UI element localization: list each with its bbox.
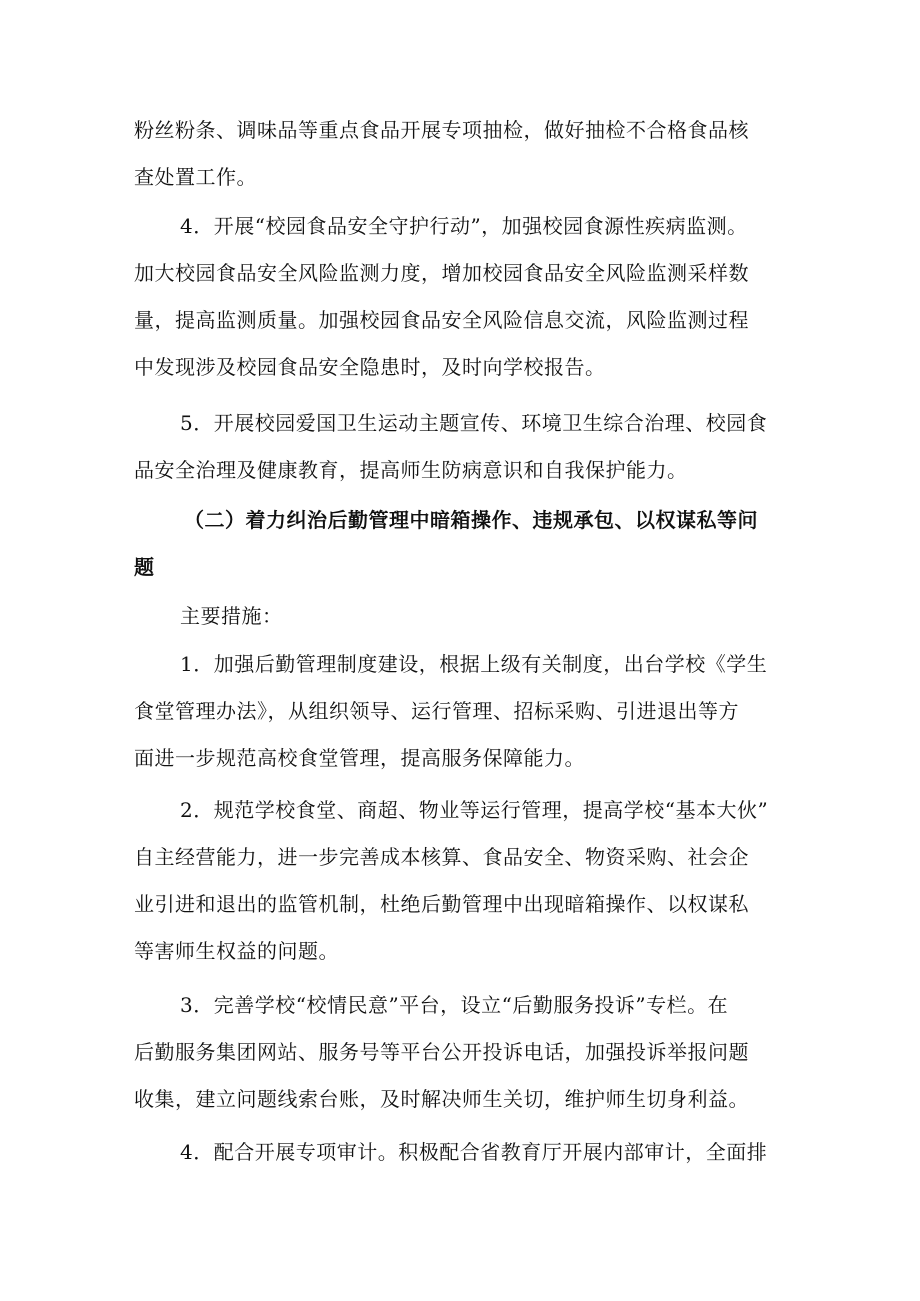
text-line: 业引进和退出的监管机制，杜绝后勤管理中出现暗箱操作、以权谋私 bbox=[134, 892, 749, 916]
text-line: 5．开展校园爱国卫生运动主题宣传、环境卫生综合治理、校园食 bbox=[180, 411, 768, 435]
text-line: 面进一步规范高校食堂管理，提高服务保障能力。 bbox=[134, 746, 585, 770]
text-line: 1．加强后勤管理制度建设，根据上级有关制度，出台学校《学生 bbox=[180, 652, 768, 676]
text-line: 后勤服务集团网站、服务号等平台公开投诉电话，加强投诉举报问题 bbox=[134, 1040, 749, 1064]
text-line: 收集，建立问题线索台账，及时解决师生关切，维护师生切身利益。 bbox=[134, 1087, 749, 1111]
text-line: 加大校园食品安全风险监测力度，增加校园食品安全风险监测采样数 bbox=[134, 261, 749, 285]
text-line: 主要措施： bbox=[180, 604, 283, 628]
text-line: 等害师生权益的问题。 bbox=[134, 939, 339, 963]
paragraph-item-1 bbox=[134, 641, 794, 782]
paragraph-continuation bbox=[134, 107, 794, 201]
text-line: 4．配合开展专项审计。积极配合省教育厅开展内部审计，全面排 bbox=[180, 1140, 768, 1164]
text-line: 自主经营能力，进一步完善成本核算、食品安全、物资采购、社会企 bbox=[134, 845, 749, 869]
paragraph-main-measures bbox=[134, 593, 794, 640]
heading-line: （二）着力纠治后勤管理中暗箱操作、违规承包、以权谋私等问 bbox=[184, 508, 758, 532]
heading-line: 题 bbox=[134, 555, 155, 579]
text-line: 4．开展“校园食品安全守护行动”，加强校园食源性疾病监测。 bbox=[180, 214, 748, 238]
text-line: 中发现涉及校园食品安全隐患时，及时向学校报告。 bbox=[134, 355, 606, 379]
text-line: 品安全治理及健康教育，提高师生防病意识和自我保护能力。 bbox=[134, 458, 688, 482]
text-line: 查处置工作。 bbox=[134, 165, 257, 189]
text-line: 3．完善学校“校情民意”平台，设立“后勤服务投诉”专栏。在 bbox=[180, 993, 729, 1017]
text-line: 量，提高监测质量。加强校园食品安全风险信息交流，风险监测过程 bbox=[134, 308, 749, 332]
paragraph-item-5 bbox=[134, 400, 794, 494]
text-line: 粉丝粉条、调味品等重点食品开展专项抽检，做好抽检不合格食品核 bbox=[134, 118, 749, 142]
section-heading-2 bbox=[134, 497, 794, 591]
paragraph-item-3 bbox=[134, 982, 794, 1123]
paragraph-item-2 bbox=[134, 787, 794, 975]
paragraph-item-4-food-safety bbox=[134, 203, 794, 391]
paragraph-item-4-audit bbox=[134, 1129, 794, 1176]
text-line: 食堂管理办法》，从组织领导、运行管理、招标采购、引进退出等方 bbox=[134, 699, 739, 723]
text-line: 2．规范学校食堂、商超、物业等运行管理，提高学校“基本大伙” bbox=[180, 798, 769, 822]
